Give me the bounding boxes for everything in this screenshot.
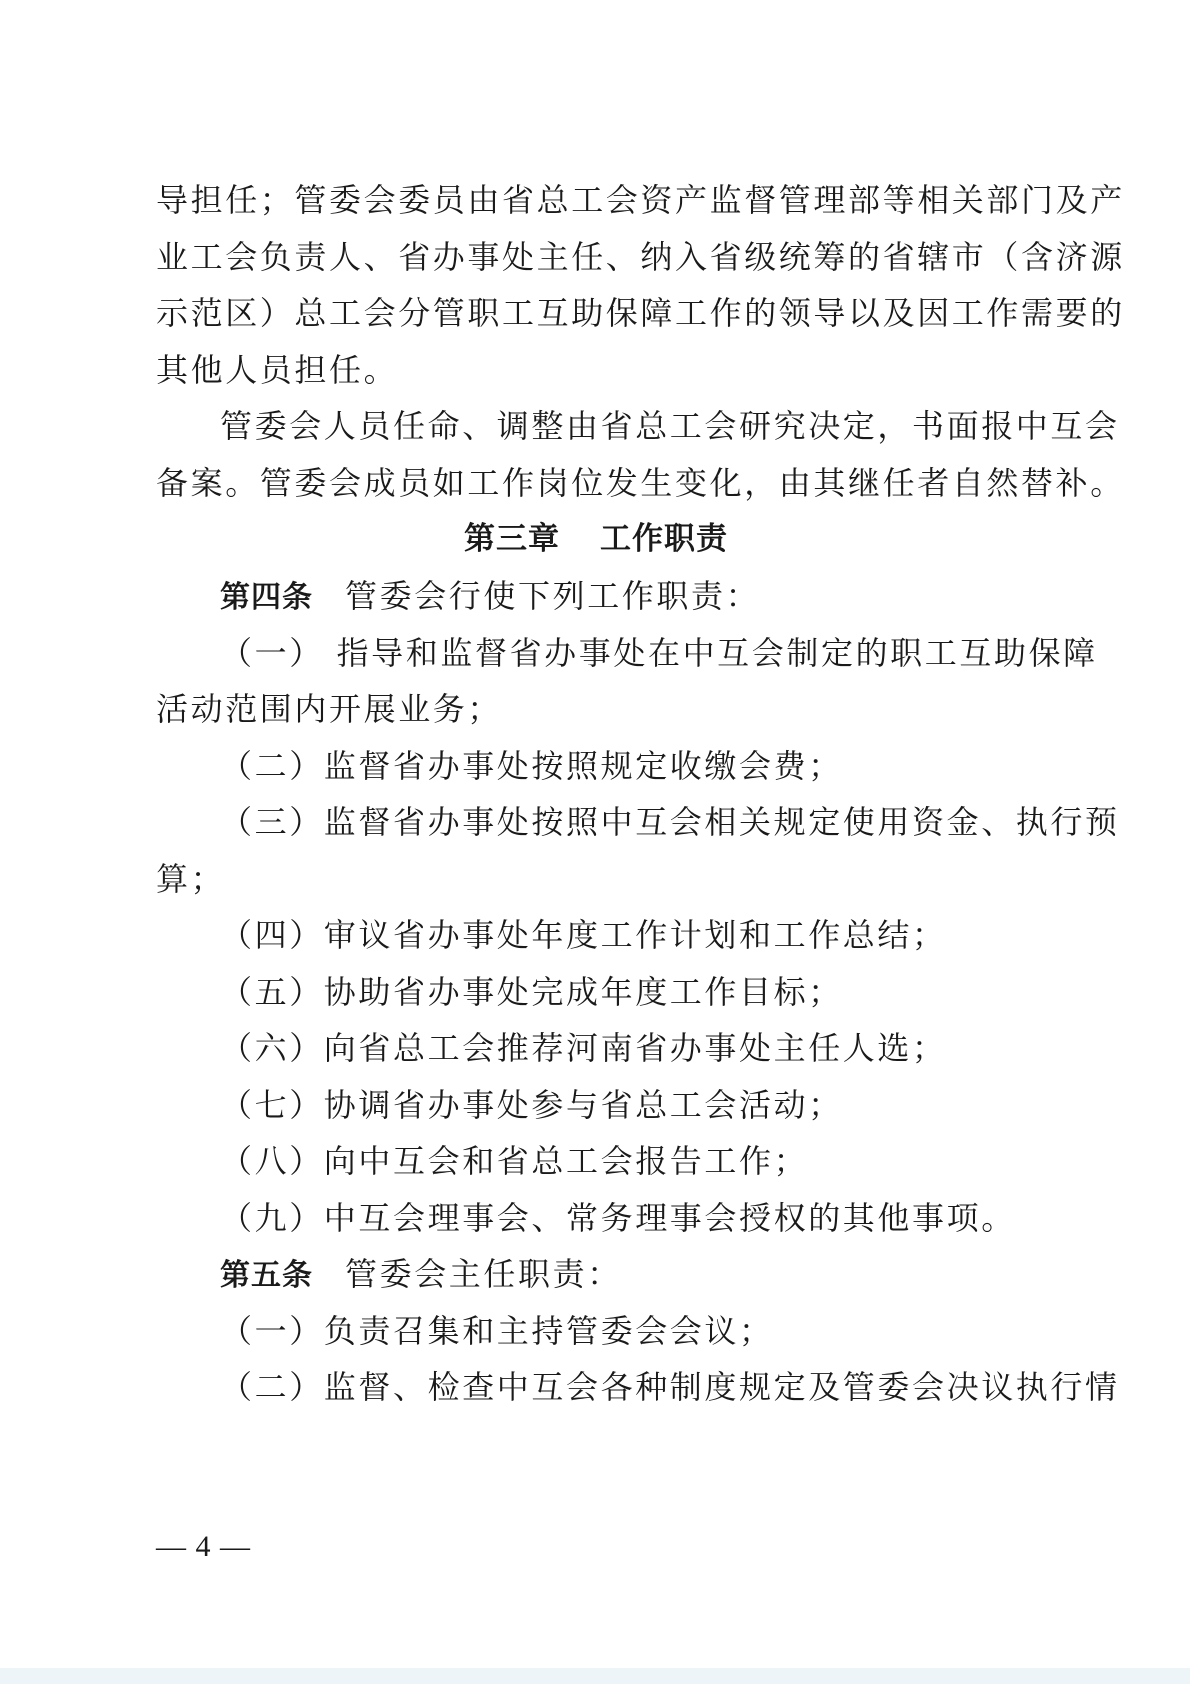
article-heading	[156, 568, 1036, 625]
list-item: 活动范围内开展业务；	[156, 690, 503, 728]
list-item: （三）监督省办事处按照中互会相关规定使用资金、执行预	[220, 803, 1120, 841]
list-item: 算；	[156, 859, 226, 898]
article-text: 管委会主任职责：	[345, 1255, 622, 1293]
paragraph-line: 管委会人员任命、调整由省总工会研究决定，书面报中互会	[220, 407, 1120, 445]
article-heading	[156, 1246, 1036, 1303]
list-item: （九）中互会理事会、常务理事会授权的其他事项。	[220, 1198, 1016, 1237]
list-item: （七）协调省办事处参与省总工会活动；	[220, 1085, 843, 1124]
list-item: （一） 指导和监督省办事处在中互会制定的职工互助保障	[220, 633, 1098, 672]
article-text: 管委会行使下列工作职责：	[345, 577, 761, 615]
chapter-title: 工作职责	[600, 521, 728, 557]
body-text	[156, 172, 1125, 1416]
chapter-heading	[156, 511, 1036, 568]
article-label: 第五条	[220, 1258, 313, 1293]
list-item: （八）向中互会和省总工会报告工作；	[220, 1142, 809, 1180]
paragraph-line: 业工会负责人、省办事处主任、纳入省级统筹的省辖市（含济源	[156, 237, 1125, 276]
list-item: （四）审议省办事处年度工作计划和工作总结；	[220, 916, 947, 954]
paragraph-line: 导担任；管委会委员由省总工会资产监督管理部等相关部门及产	[156, 181, 1125, 219]
chapter-number: 第三章	[464, 521, 560, 557]
paragraph-line: 其他人员担任。	[156, 350, 399, 389]
list-item: （二）监督、检查中互会各种制度规定及管委会决议执行情	[220, 1368, 1120, 1406]
list-item: （六）向省总工会推荐河南省办事处主任人选；	[220, 1029, 947, 1067]
paragraph-line: 示范区）总工会分管职工互助保障工作的领导以及因工作需要的	[156, 294, 1125, 332]
list-item: （五）协助省办事处完成年度工作目标；	[220, 972, 843, 1011]
page-edge-band	[0, 1668, 1190, 1684]
page-number: — 4 —	[156, 1530, 251, 1563]
article-label: 第四条	[220, 580, 313, 615]
list-item: （一）负责召集和主持管委会会议；	[220, 1311, 774, 1350]
paragraph-line: 备案。管委会成员如工作岗位发生变化，由其继任者自然替补。	[156, 463, 1125, 502]
list-item: （二）监督省办事处按照规定收缴会费；	[220, 746, 843, 785]
